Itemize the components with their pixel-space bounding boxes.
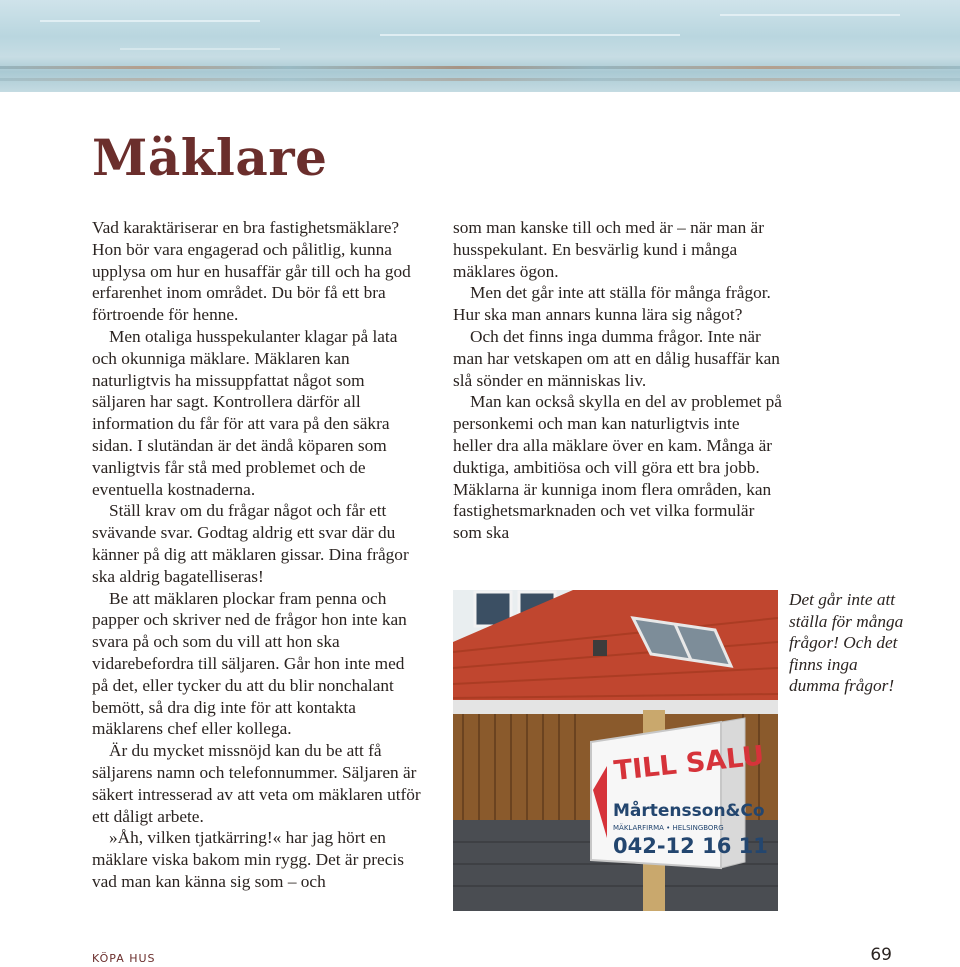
paragraph: Är du mycket missnöjd kan du be att få säljarens namn och telefonnummer. Säljaren är säkert intresserad av att veta om mäklaren utför ett dåligt arbete.	[92, 741, 421, 826]
paragraph: Och det finns inga dumma frågor. Inte när man har vetskapen om att en dålig husaffär kan slå sönder en människas liv.	[453, 326, 780, 390]
left-column	[92, 217, 422, 893]
sign-subline: MÄKLARFIRMA • HELSINGBORG	[613, 824, 724, 832]
footer-section-label: KÖPA HUS	[92, 952, 156, 965]
header-banner-wood	[0, 0, 960, 92]
page-number: 69	[870, 945, 892, 965]
paragraph: som man kanske till och med är – när man är husspekulant. En besvärlig kund i många mäklares ögon.	[453, 218, 764, 281]
paragraph: »Åh, vilken tjatkärring!« har jag hört en mäklare viska bakom min rygg. Det är precis vad man kan känna sig som – och	[92, 828, 404, 891]
paragraph: Man kan också skylla en del av problemet på personkemi och man kan naturligtvis inte heller dra alla mäklare över en kam. Många är duktiga, ambitiösa och vill göra ett bra jobb. Mäklarna är kunniga inom flera områden, kan fastighetsmarknaden och vet vilka formulär som ska	[453, 392, 782, 543]
paragraph: Men otaliga husspekulanter klagar på lata och okunniga mäklare. Mäklaren kan naturligtvis ha missuppfattat något som säljaren har sagt. Kontrollera därför all information du får för att vara på den säkra sidan. I slutändan är det ändå köparen som vanligtvis får stå med problemet och de eventuella kostnaderna.	[92, 326, 398, 499]
sign-company: Mårtensson&Co	[613, 801, 765, 821]
house-for-sale-photo	[453, 590, 778, 911]
paragraph: Vad karaktäriserar en bra fastighetsmäklare? Hon bör vara engagerad och pålitlig, kunna upplysa om hur en husaffär går till och ha god erfarenhet inom området. Du bör få ett bra förtroende för henne.	[92, 218, 411, 325]
sign-phone: 042-12 16 11	[613, 834, 768, 858]
paragraph: Ställ krav om du frågar något och får ett svävande svar. Godtag aldrig ett svar där du känner på dig att mäklaren gissar. Dina frågor ska aldrig bagatelliseras!	[92, 501, 409, 586]
pull-quote	[789, 589, 909, 697]
paragraph: Be att mäklaren plockar fram penna och papper och skriver ned de frågor hon inte kan svara på och som du vill att hon ska vidarebefordra till säljaren. Går hon inte med på det, eller tycker du att du blir nonchalant bemött, så dra dig inte för att kontakta mäklarens chef eller kollega.	[92, 588, 407, 739]
paragraph: Men det går inte att ställa för många frågor. Hur ska man annars kunna lära sig något?	[453, 283, 771, 325]
pull-quote-text: Det går inte att ställa för många frågor! Och det finns inga dumma frågor!	[789, 590, 904, 696]
right-column	[453, 217, 783, 544]
page-title: Mäklare	[92, 128, 328, 187]
sign-headline: TILL SALU	[612, 740, 766, 787]
